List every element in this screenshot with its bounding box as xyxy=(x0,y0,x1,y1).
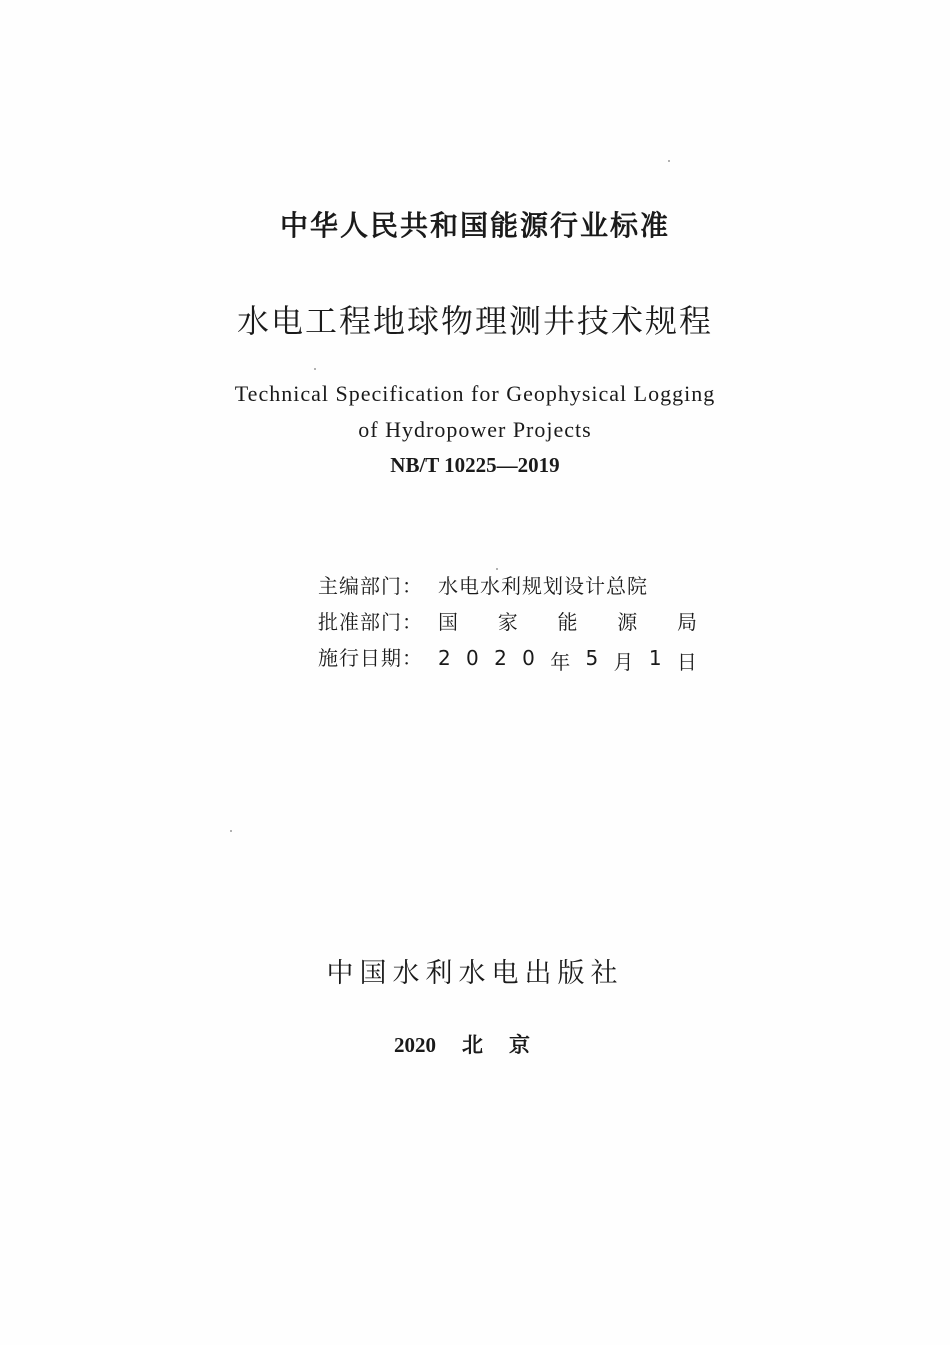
approver-char: 局 xyxy=(677,610,698,634)
title-english-line2: of Hydropower Projects xyxy=(358,417,592,442)
scan-speck xyxy=(314,368,316,370)
approver-value xyxy=(438,606,698,635)
date-row xyxy=(318,642,698,678)
publisher-name: 中国水利水电出版社 xyxy=(326,958,624,989)
approver-char: 源 xyxy=(617,610,639,634)
editor-label: 主编部门： xyxy=(318,574,423,598)
publication-line xyxy=(0,1029,950,1059)
standard-category: 中华人民共和国能源行业标准 xyxy=(279,209,670,242)
date-char: 2 xyxy=(438,646,452,670)
approver-label: 批准部门： xyxy=(318,610,423,634)
date-char: 年 xyxy=(550,650,572,674)
date-char: 0 xyxy=(466,646,480,670)
approver-row xyxy=(318,606,698,642)
title-chinese: 水电工程地球物理测井技术规程 xyxy=(236,302,713,340)
date-value xyxy=(438,646,698,675)
date-char: 2 xyxy=(494,646,508,670)
date-char: 日 xyxy=(676,650,698,674)
standard-number: NB/T 10225—2019 xyxy=(390,453,560,477)
date-char: 月 xyxy=(613,650,635,674)
date-label: 施行日期： xyxy=(318,646,423,670)
approver-char: 家 xyxy=(497,610,519,634)
date-char: 0 xyxy=(522,646,536,670)
title-english-line1: Technical Specification for Geophysical Logging xyxy=(234,381,716,406)
publication-year: 2020 xyxy=(394,1033,436,1057)
approver-char: 能 xyxy=(557,610,579,634)
date-char: 1 xyxy=(648,646,663,670)
date-char: 5 xyxy=(585,646,600,670)
info-block xyxy=(318,570,698,678)
editor-row xyxy=(318,570,698,606)
publication-city: 北京 xyxy=(462,1033,556,1057)
scan-speck xyxy=(668,160,670,162)
editor-value: 水电水利规划设计总院 xyxy=(438,574,648,598)
approver-char: 国 xyxy=(438,610,459,634)
scan-speck xyxy=(230,830,232,832)
